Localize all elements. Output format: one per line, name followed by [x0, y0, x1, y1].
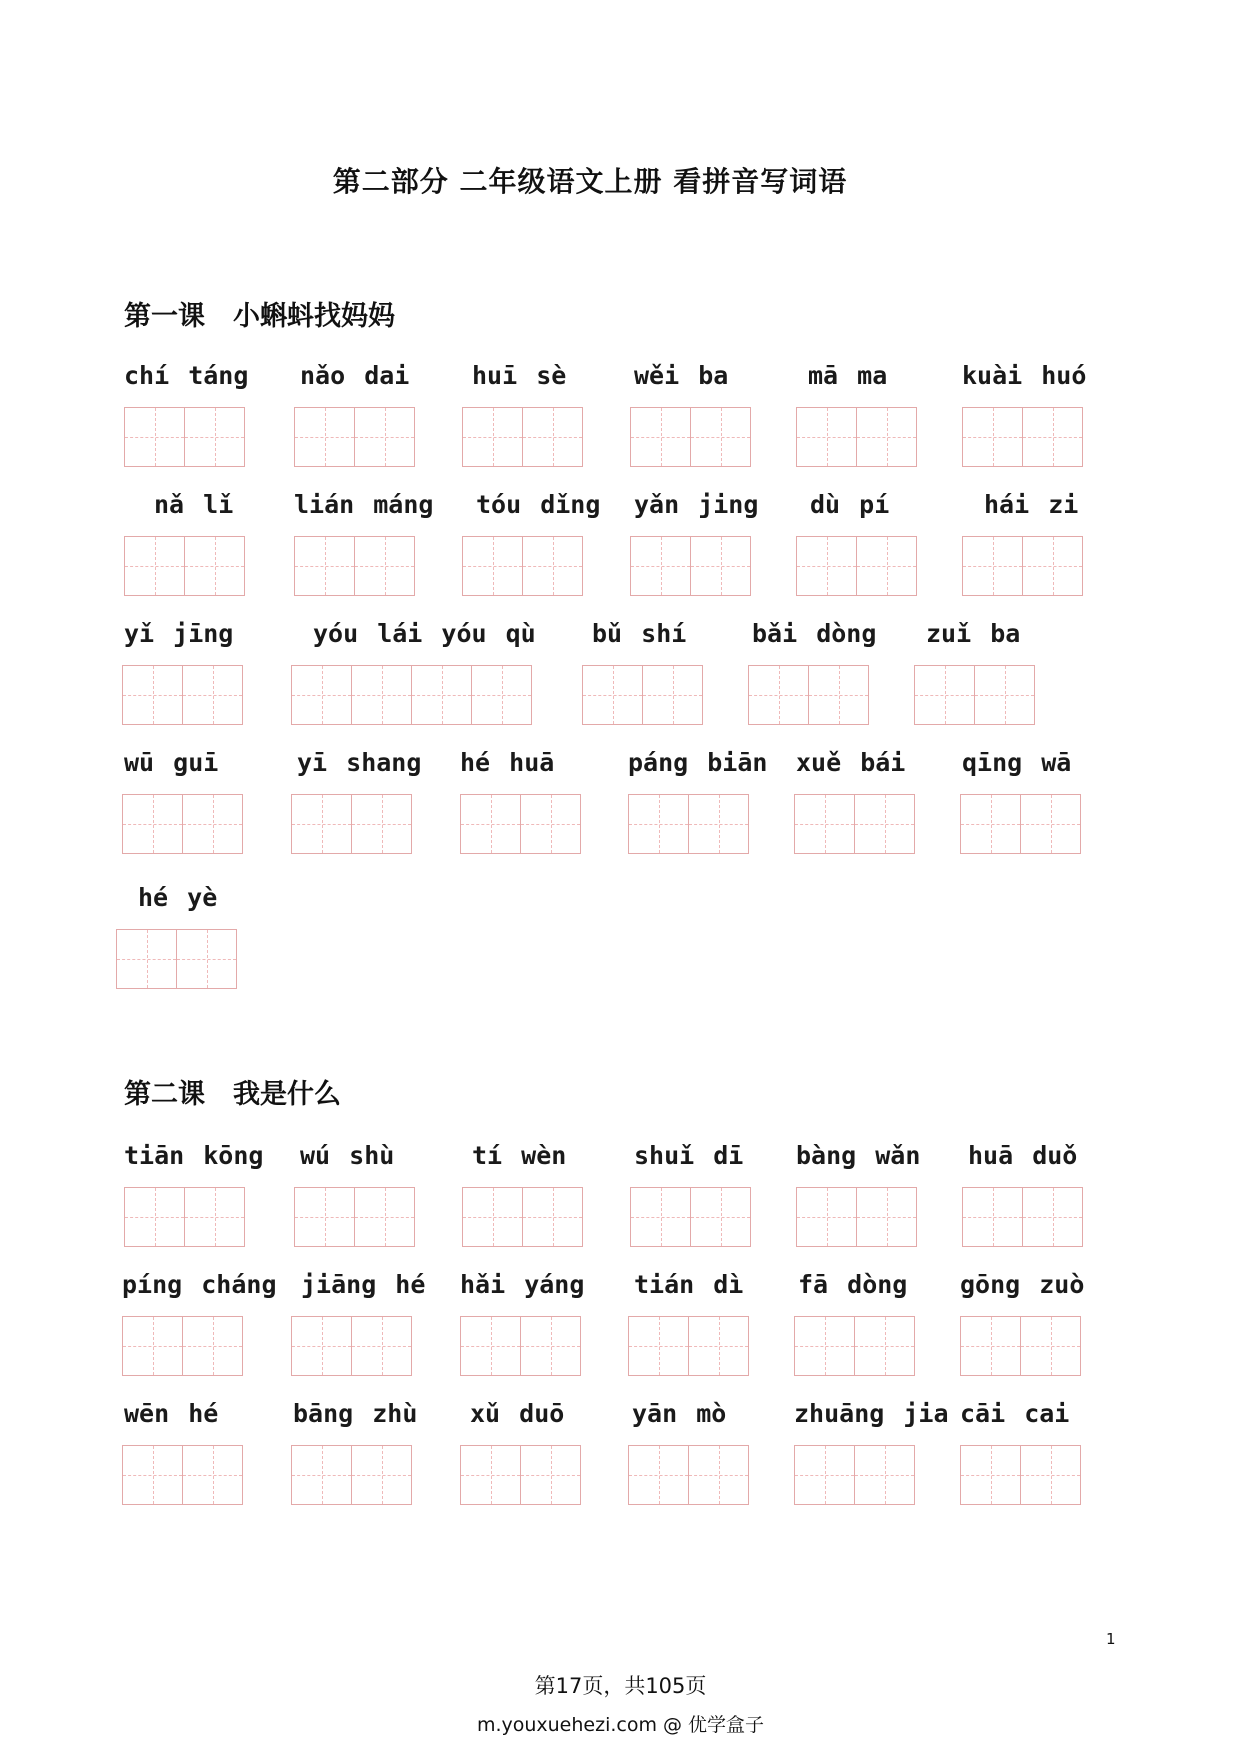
tian-zi-cell[interactable] [854, 1445, 915, 1505]
tian-zi-cell[interactable] [462, 1187, 523, 1247]
writing-grid [794, 794, 915, 854]
writing-grid [748, 665, 869, 725]
tian-zi-cell[interactable] [522, 536, 583, 596]
tian-zi-cell[interactable] [122, 1445, 183, 1505]
pinyin-label: xuě bái [796, 748, 906, 777]
writing-grid [291, 1445, 412, 1505]
tian-zi-cell[interactable] [354, 536, 415, 596]
writing-grid [628, 794, 749, 854]
pinyin-label: tián dì [634, 1270, 744, 1299]
writing-grid [630, 536, 751, 596]
tian-zi-cell[interactable] [794, 1316, 855, 1376]
writing-grid [796, 407, 917, 467]
pinyin-label: huā duǒ [968, 1141, 1078, 1170]
writing-grid [628, 1445, 749, 1505]
pinyin-label: hé huā [460, 748, 555, 777]
writing-grid [291, 1316, 412, 1376]
tian-zi-cell[interactable] [291, 1316, 352, 1376]
pinyin-label: bāng zhù [293, 1399, 418, 1428]
tian-zi-cell[interactable] [122, 1316, 183, 1376]
pinyin-label: tiān kōng [124, 1141, 264, 1170]
tian-zi-cell[interactable] [522, 407, 583, 467]
tian-zi-cell[interactable] [291, 665, 352, 725]
tian-zi-cell[interactable] [856, 536, 917, 596]
pinyin-label: qīng wā [962, 748, 1072, 777]
pinyin-label: tí wèn [472, 1141, 567, 1170]
tian-zi-cell[interactable] [124, 407, 185, 467]
tian-zi-cell[interactable] [294, 407, 355, 467]
tian-zi-cell[interactable] [124, 536, 185, 596]
pinyin-label: yǎn jing [634, 490, 759, 519]
lesson-2-name: 我是什么 [233, 1079, 341, 1110]
tian-zi-cell[interactable] [1020, 1445, 1081, 1505]
writing-grid [294, 1187, 415, 1247]
tian-zi-cell[interactable] [1022, 536, 1083, 596]
pinyin-label: wěi ba [634, 361, 729, 390]
tian-zi-cell[interactable] [122, 794, 183, 854]
writing-grid [630, 407, 751, 467]
tian-zi-cell[interactable] [960, 1445, 1021, 1505]
tian-zi-cell[interactable] [351, 1445, 412, 1505]
tian-zi-cell[interactable] [460, 1316, 521, 1376]
writing-grid [462, 1187, 583, 1247]
writing-grid [960, 794, 1081, 854]
tian-zi-cell[interactable] [748, 665, 809, 725]
pinyin-label: dù pí [810, 490, 890, 519]
pinyin-label: chí táng [124, 361, 249, 390]
tian-zi-cell[interactable] [351, 794, 412, 854]
writing-grid [291, 794, 412, 854]
tian-zi-cell[interactable] [182, 1445, 243, 1505]
tian-zi-cell[interactable] [176, 929, 237, 989]
pinyin-label: hái zi [984, 490, 1079, 519]
tian-zi-cell[interactable] [184, 407, 245, 467]
writing-grid [628, 1316, 749, 1376]
tian-zi-cell[interactable] [690, 1187, 751, 1247]
pinyin-label: shuǐ dī [634, 1141, 744, 1170]
page-number: 1 [1106, 1630, 1116, 1648]
tian-zi-cell[interactable] [354, 1187, 415, 1247]
tian-zi-cell[interactable] [630, 1187, 691, 1247]
pinyin-label: yān mò [632, 1399, 727, 1428]
pinyin-label: tóu dǐng [476, 490, 601, 519]
tian-zi-cell[interactable] [291, 794, 352, 854]
pinyin-label: nǎ lǐ [154, 490, 234, 519]
writing-grid [962, 407, 1083, 467]
tian-zi-cell[interactable] [960, 794, 1021, 854]
tian-zi-cell[interactable] [122, 665, 183, 725]
tian-zi-cell[interactable] [856, 407, 917, 467]
tian-zi-cell[interactable] [628, 1316, 689, 1376]
pinyin-label: yóu lái yóu qù [313, 619, 536, 648]
tian-zi-cell[interactable] [796, 407, 857, 467]
tian-zi-cell[interactable] [856, 1187, 917, 1247]
pinyin-label: zhuāng jia [794, 1399, 949, 1428]
pinyin-label: fā dòng [798, 1270, 908, 1299]
writing-grid [294, 536, 415, 596]
pinyin-label: kuài huó [962, 361, 1087, 390]
tian-zi-cell[interactable] [182, 794, 243, 854]
tian-zi-cell[interactable] [411, 665, 472, 725]
tian-zi-cell[interactable] [808, 665, 869, 725]
tian-zi-cell[interactable] [471, 665, 532, 725]
tian-zi-cell[interactable] [688, 794, 749, 854]
tian-zi-cell[interactable] [628, 794, 689, 854]
pinyin-label: wú shù [300, 1141, 395, 1170]
tian-zi-cell[interactable] [184, 1187, 245, 1247]
tian-zi-cell[interactable] [294, 536, 355, 596]
tian-zi-cell[interactable] [688, 1445, 749, 1505]
writing-grid [796, 536, 917, 596]
tian-zi-cell[interactable] [182, 665, 243, 725]
writing-grid [124, 1187, 245, 1247]
writing-grid [294, 407, 415, 467]
tian-zi-cell[interactable] [294, 1187, 355, 1247]
tian-zi-cell[interactable] [124, 1187, 185, 1247]
writing-grid [914, 665, 1035, 725]
pinyin-label: zuǐ ba [926, 619, 1021, 648]
footer-site: m.youxuehezi.com @ 优学盒子 [476, 1714, 765, 1736]
writing-grid [794, 1316, 915, 1376]
pinyin-label: bǎi dòng [752, 619, 877, 648]
tian-zi-cell[interactable] [630, 407, 691, 467]
tian-zi-cell[interactable] [460, 794, 521, 854]
writing-grid [582, 665, 703, 725]
writing-grid [630, 1187, 751, 1247]
tian-zi-cell[interactable] [184, 536, 245, 596]
tian-zi-cell[interactable] [460, 1445, 521, 1505]
tian-zi-cell[interactable] [1022, 1187, 1083, 1247]
pinyin-label: jiāng hé [301, 1270, 426, 1299]
tian-zi-cell[interactable] [462, 407, 523, 467]
tian-zi-cell[interactable] [630, 536, 691, 596]
tian-zi-cell[interactable] [351, 1316, 412, 1376]
writing-grid [291, 665, 532, 725]
pinyin-label: bǔ shí [592, 619, 687, 648]
writing-grid [960, 1445, 1081, 1505]
tian-zi-cell[interactable] [522, 1187, 583, 1247]
tian-zi-cell[interactable] [854, 794, 915, 854]
tian-zi-cell[interactable] [1020, 794, 1081, 854]
tian-zi-cell[interactable] [182, 1316, 243, 1376]
tian-zi-cell[interactable] [854, 1316, 915, 1376]
tian-zi-cell[interactable] [962, 407, 1023, 467]
tian-zi-cell[interactable] [354, 407, 415, 467]
writing-grid [116, 929, 237, 989]
writing-grid [960, 1316, 1081, 1376]
tian-zi-cell[interactable] [520, 794, 581, 854]
writing-grid [460, 1445, 581, 1505]
tian-zi-cell[interactable] [116, 929, 177, 989]
pinyin-label: píng cháng [122, 1270, 277, 1299]
writing-grid [462, 407, 583, 467]
writing-grid [122, 794, 243, 854]
lesson-1-number: 第一课 [124, 301, 205, 332]
writing-grid [122, 665, 243, 725]
writing-grid [962, 1187, 1083, 1247]
pinyin-label: lián máng [294, 490, 434, 519]
writing-grid [124, 407, 245, 467]
tian-zi-cell[interactable] [960, 1316, 1021, 1376]
tian-zi-cell[interactable] [291, 1445, 352, 1505]
tian-zi-cell[interactable] [794, 794, 855, 854]
tian-zi-cell[interactable] [582, 665, 643, 725]
pinyin-label: páng biān [628, 748, 768, 777]
writing-grid [794, 1445, 915, 1505]
lesson-1-name: 小蝌蚪找妈妈 [233, 301, 395, 332]
writing-grid [122, 1445, 243, 1505]
pinyin-label: yī shang [297, 748, 422, 777]
page-title: 第二部分 二年级语文上册 看拼音写词语 [332, 165, 848, 198]
tian-zi-cell[interactable] [962, 1187, 1023, 1247]
tian-zi-cell[interactable] [1022, 407, 1083, 467]
pinyin-label: wū guī [124, 748, 219, 777]
pinyin-label: huī sè [472, 361, 567, 390]
tian-zi-cell[interactable] [796, 536, 857, 596]
tian-zi-cell[interactable] [914, 665, 975, 725]
tian-zi-cell[interactable] [962, 536, 1023, 596]
tian-zi-cell[interactable] [690, 536, 751, 596]
writing-grid [460, 794, 581, 854]
pinyin-label: gōng zuò [960, 1270, 1085, 1299]
pinyin-label: nǎo dai [300, 361, 410, 390]
tian-zi-cell[interactable] [462, 536, 523, 596]
writing-grid [460, 1316, 581, 1376]
pinyin-label: hǎi yáng [460, 1270, 585, 1299]
pinyin-label: hé yè [138, 883, 218, 912]
pinyin-label: mā ma [808, 361, 888, 390]
writing-grid [124, 536, 245, 596]
pinyin-label: wēn hé [124, 1399, 219, 1428]
tian-zi-cell[interactable] [1020, 1316, 1081, 1376]
writing-grid [462, 536, 583, 596]
footer-page-count: 第17页，共105页 [534, 1674, 707, 1698]
writing-grid [122, 1316, 243, 1376]
tian-zi-cell[interactable] [688, 1316, 749, 1376]
tian-zi-cell[interactable] [974, 665, 1035, 725]
pinyin-label: xǔ duō [470, 1399, 565, 1428]
lesson-1-title [124, 294, 395, 333]
tian-zi-cell[interactable] [520, 1316, 581, 1376]
writing-grid [962, 536, 1083, 596]
pinyin-label: yǐ jīng [124, 619, 234, 648]
tian-zi-cell[interactable] [520, 1445, 581, 1505]
tian-zi-cell[interactable] [794, 1445, 855, 1505]
pinyin-label: cāi cai [960, 1399, 1070, 1428]
lesson-2-number: 第二课 [124, 1079, 205, 1110]
lesson-2-title [124, 1072, 341, 1111]
tian-zi-cell[interactable] [690, 407, 751, 467]
tian-zi-cell[interactable] [796, 1187, 857, 1247]
writing-grid [796, 1187, 917, 1247]
tian-zi-cell[interactable] [628, 1445, 689, 1505]
tian-zi-cell[interactable] [642, 665, 703, 725]
pinyin-label: bàng wǎn [796, 1141, 921, 1170]
tian-zi-cell[interactable] [351, 665, 412, 725]
